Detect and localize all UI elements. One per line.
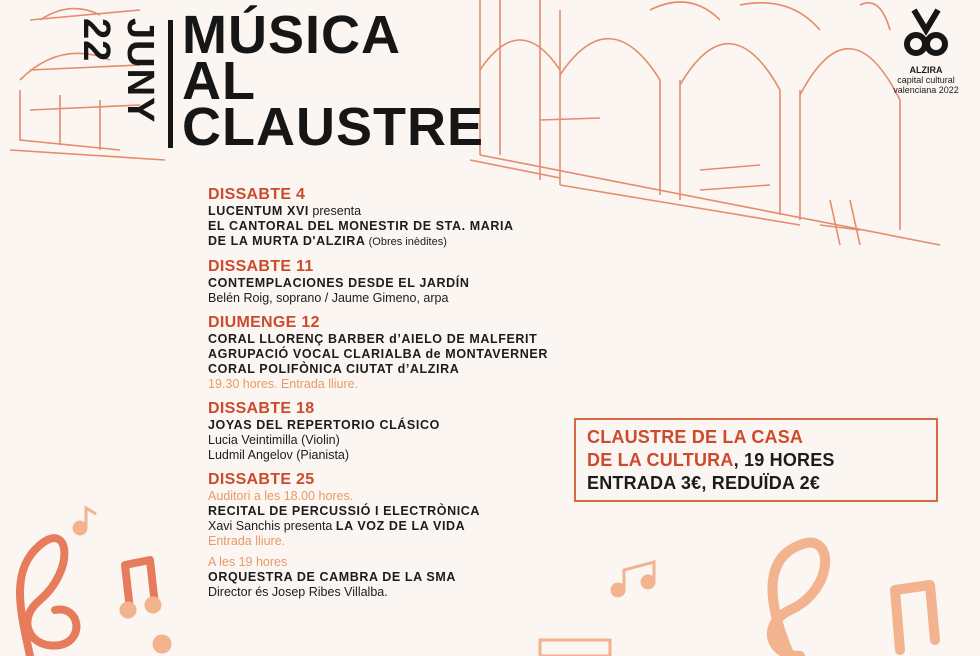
alzira-logo-mark-icon — [900, 6, 952, 58]
month-label: JUNY 22 — [75, 18, 161, 123]
alzira-logo — [880, 6, 972, 95]
event-performers: Belén Roig, soprano / Jaume Gimeno, arpa — [208, 291, 449, 305]
event-day: DISSABTE 25 — [208, 471, 315, 488]
event-note: Entrada lliure. — [208, 534, 286, 548]
music-notes-soft — [772, 543, 935, 656]
event-note: (Obres inèdites) — [365, 236, 447, 248]
event-director: Director és Josep Ribes Villalba. — [208, 585, 388, 599]
event-text: presenta — [308, 204, 362, 218]
event-note: A les 19 hores — [208, 555, 288, 569]
event-day: DIUMENGE 12 — [208, 314, 320, 331]
music-notes-drawing — [20, 538, 155, 656]
event-performer: ORQUESTRA DE CAMBRA DE LA SMA — [208, 570, 456, 584]
event-note: 19.30 hores. Entrada lliure. — [208, 377, 359, 391]
event-day: DISSABTE 11 — [208, 258, 314, 275]
event-performer: CORAL POLIFÒNICA CIUTAT d’ALZIRA — [208, 362, 460, 376]
event-work-cont: DE LA MURTA D'ALZIRA — [208, 234, 366, 248]
title-divider — [168, 20, 173, 148]
title-line-1: MÚSICA — [182, 5, 401, 65]
event-performer: Lucia Veintimilla (Violin) — [208, 433, 340, 447]
event-work: LA VOZ DE LA VIDA — [335, 519, 466, 533]
event-performer: AGRUPACIÓ VOCAL CLARIALBA de MONTAVERNER — [208, 347, 548, 361]
venue-line-2a: DE LA CULTURA — [587, 450, 734, 470]
event-1 — [208, 186, 628, 250]
logo-tagline-2: valenciana 2022 — [893, 85, 959, 95]
event-work: EL CANTORAL DEL MONESTIR DE STA. MARIA — [208, 219, 514, 233]
title-line-3: CLAUSTRE — [182, 97, 484, 157]
logo-tagline-1: capital cultural — [897, 75, 955, 85]
event-work: RECITAL DE PERCUSSIÓ I ELECTRÒNICA — [208, 504, 481, 518]
event-performer: CORAL LLORENÇ BARBER d’AIELO DE MALFERIT — [208, 332, 538, 346]
event-5 — [208, 471, 628, 600]
event-text: Xavi Sanchis presenta — [208, 519, 336, 533]
logo-city: ALZIRA — [909, 65, 943, 75]
title-line-2: AL — [182, 51, 256, 111]
venue-line-1: CLAUSTRE DE LA CASA — [587, 427, 804, 447]
event-performer: Ludmil Angelov (Pianista) — [208, 448, 350, 462]
event-performer: LUCENTUM XVI — [208, 204, 309, 218]
event-4 — [208, 400, 628, 463]
event-work: JOYAS DEL REPERTORIO CLÁSICO — [208, 418, 440, 432]
event-day: DISSABTE 18 — [208, 400, 315, 417]
event-2 — [208, 258, 628, 306]
venue-box — [574, 418, 938, 502]
venue-line-2b: , 19 HORES — [733, 450, 835, 470]
poster-title — [182, 5, 484, 157]
event-day: DISSABTE 4 — [208, 186, 306, 203]
event-note: Auditori a les 18.00 hores. — [208, 489, 354, 503]
venue-price: ENTRADA 3€, REDUÏDA 2€ — [587, 473, 821, 493]
event-work: CONTEMPLACIONES DESDE EL JARDÍN — [208, 276, 470, 290]
event-3 — [208, 314, 628, 392]
event-list — [208, 186, 628, 600]
